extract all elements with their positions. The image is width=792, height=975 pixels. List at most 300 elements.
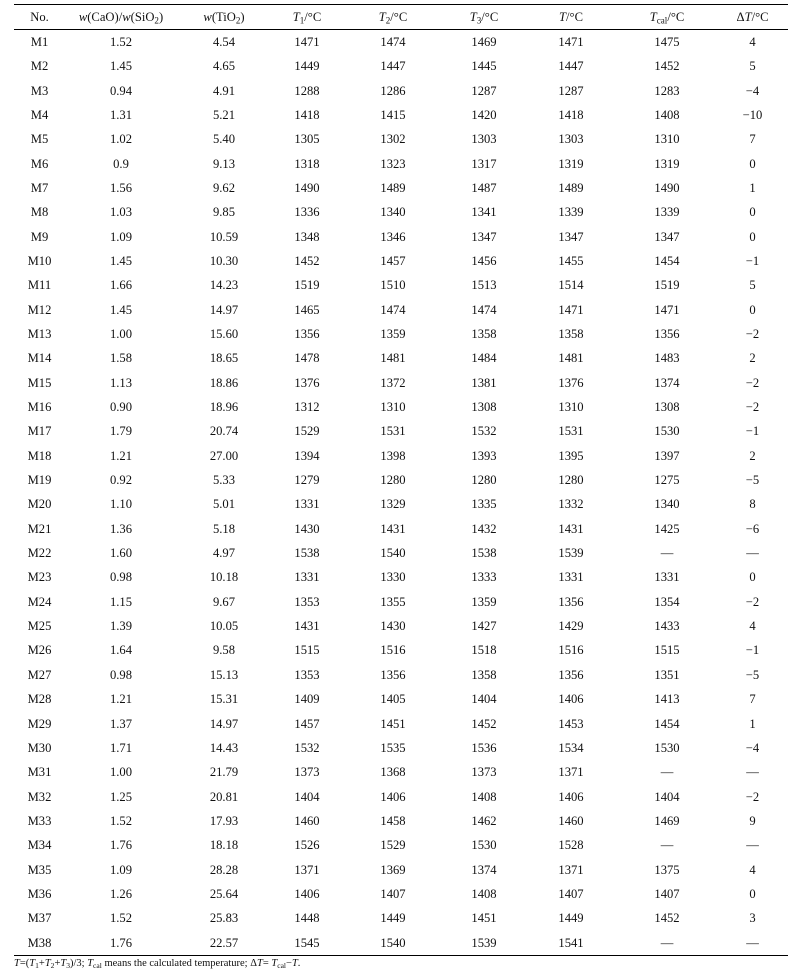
- cell-t-mean: 1356: [558, 667, 584, 682]
- cell-basicity: 1.26: [109, 886, 133, 901]
- cell-t-cal: 1454: [654, 253, 680, 268]
- cell-t-cal: 1375: [654, 862, 680, 877]
- table-row: [14, 298, 788, 322]
- cell-t-mean: 1319: [558, 156, 584, 171]
- cell-t-mean: 1303: [558, 132, 584, 147]
- cell-t2: 1415: [380, 107, 406, 122]
- cell-t-mean: 1280: [558, 473, 584, 488]
- cell-t2: 1447: [380, 59, 406, 74]
- cell-t3: 1308: [471, 400, 497, 415]
- cell-tio2: 5.01: [212, 497, 236, 512]
- cell-t-cal: 1319: [654, 156, 680, 171]
- cell-delta-t: 1: [749, 180, 756, 195]
- cell-t-cal: 1425: [654, 521, 680, 536]
- cell-t3: 1393: [471, 448, 497, 463]
- header-delta-t: ΔT/°C: [717, 5, 788, 30]
- cell-t-cal: 1471: [654, 302, 680, 317]
- cell-t3: 1456: [471, 253, 497, 268]
- cell-tio2: 14.97: [209, 716, 239, 731]
- cell-t-cal: 1356: [654, 327, 680, 341]
- cell-basicity: 1.00: [109, 327, 133, 341]
- cell-t1: 1431: [294, 619, 320, 634]
- table-row: [14, 152, 788, 176]
- cell-tio2: 5.18: [212, 521, 236, 536]
- table-row: [14, 760, 788, 784]
- table-row: [14, 906, 788, 930]
- cell-t3: 1474: [471, 302, 497, 317]
- cell-delta-t: −2: [745, 594, 760, 609]
- header-t3: $T_3/^\circ C$: [443, 5, 525, 30]
- cell-t1: 1353: [294, 594, 320, 609]
- cell-t2: 1481: [380, 351, 406, 366]
- cell-t1: 1538: [294, 546, 320, 561]
- table-row: [14, 493, 788, 517]
- cell-tio2: 10.59: [209, 229, 239, 244]
- cell-delta-t: −4: [745, 83, 760, 98]
- cell-tio2: 10.30: [209, 253, 239, 268]
- cell-t1: 1418: [294, 107, 320, 122]
- cell-basicity: 0.94: [109, 83, 133, 98]
- cell-t3: 1451: [471, 911, 497, 926]
- cell-delta-t: 5: [749, 59, 756, 74]
- cell-no: M18: [27, 448, 52, 463]
- cell-t-cal: 1404: [654, 789, 680, 804]
- cell-t2: 1474: [380, 302, 406, 317]
- cell-t-mean: 1534: [558, 740, 584, 755]
- cell-t1: 1409: [294, 692, 320, 707]
- cell-t3: 1432: [471, 521, 497, 536]
- cell-basicity: 1.13: [109, 375, 133, 390]
- cell-delta-t: −2: [745, 789, 760, 804]
- cell-basicity: 1.76: [109, 838, 133, 853]
- cell-no: M17: [27, 424, 52, 439]
- cell-t1: 1460: [294, 813, 320, 828]
- cell-t3: 1462: [471, 813, 497, 828]
- cell-delta-t: 7: [749, 132, 756, 147]
- cell-delta-t: 5: [749, 278, 756, 293]
- table-row: [14, 322, 788, 346]
- cell-t2: 1489: [380, 180, 406, 195]
- cell-delta-t: 1: [749, 716, 756, 731]
- cell-t1: 1394: [294, 448, 320, 463]
- cell-t2: 1540: [343, 931, 443, 956]
- cell-delta-t: −2: [745, 375, 760, 390]
- cell-t2: 1359: [380, 327, 406, 341]
- cell-no: M35: [27, 862, 52, 877]
- cell-tio2: 9.67: [212, 594, 236, 609]
- cell-no: M13: [27, 327, 52, 341]
- cell-t2: 1323: [380, 156, 406, 171]
- cell-tio2: 4.91: [212, 83, 236, 98]
- cell-basicity: 1.56: [109, 180, 133, 195]
- cell-t3: 1359: [471, 594, 497, 609]
- cell-t-cal: 1519: [654, 278, 680, 293]
- cell-basicity: 0.98: [109, 667, 133, 682]
- cell-t-cal: 1339: [654, 205, 680, 220]
- table-row: [14, 346, 788, 370]
- cell-t1: 1526: [294, 838, 320, 853]
- cell-t3: 1445: [471, 59, 497, 74]
- cell-delta-t: 7: [749, 692, 756, 707]
- cell-tio2: 9.13: [212, 156, 236, 171]
- cell-t-mean: 1395: [558, 448, 584, 463]
- cell-t-mean: 1376: [558, 375, 584, 390]
- cell-t-cal: 1354: [654, 594, 680, 609]
- cell-t-cal: 1469: [654, 813, 680, 828]
- cell-tio2: 18.18: [209, 838, 239, 853]
- cell-t1: 1529: [294, 424, 320, 439]
- table-row: [14, 931, 788, 956]
- table-row: [14, 590, 788, 614]
- cell-t-mean: 1460: [558, 813, 584, 828]
- cell-t1: 1404: [294, 789, 320, 804]
- cell-t-cal: 1275: [654, 473, 680, 488]
- cell-tio2: 15.60: [209, 327, 239, 341]
- cell-t-cal: 1490: [654, 180, 680, 195]
- cell-delta-t: 4: [749, 862, 756, 877]
- cell-tio2: 21.79: [209, 765, 239, 780]
- cell-t-mean: 1371: [558, 765, 584, 780]
- cell-delta-t: −1: [745, 424, 760, 439]
- cell-t3: 1536: [471, 740, 497, 755]
- cell-t-cal: 1310: [654, 132, 680, 147]
- header-no: No.: [14, 5, 65, 30]
- cell-t3: 1381: [471, 375, 497, 390]
- cell-delta-t: −4: [745, 740, 760, 755]
- cell-no: M29: [27, 716, 52, 731]
- cell-tio2: 14.23: [209, 278, 239, 293]
- cell-t-cal: 1308: [654, 400, 680, 415]
- cell-t3: 1452: [471, 716, 497, 731]
- cell-basicity: 1.71: [109, 740, 133, 755]
- cell-t2: 1405: [380, 692, 406, 707]
- cell-no: M30: [27, 740, 52, 755]
- table-row: [14, 712, 788, 736]
- cell-tio2: 28.28: [209, 862, 239, 877]
- cell-delta-t: 4: [749, 619, 756, 634]
- cell-no: M4: [30, 107, 49, 122]
- cell-t3: 1539: [443, 931, 525, 956]
- cell-basicity: 1.58: [109, 351, 133, 366]
- cell-tio2: 15.31: [209, 692, 239, 707]
- cell-t-cal: 1515: [654, 643, 680, 658]
- cell-no: M9: [30, 229, 49, 244]
- cell-t-mean: 1356: [558, 594, 584, 609]
- cell-t-mean: 1531: [558, 424, 584, 439]
- cell-t2: 1286: [380, 83, 406, 98]
- table-row: [14, 103, 788, 127]
- cell-t-mean: 1471: [558, 302, 584, 317]
- cell-basicity: 0.90: [109, 400, 133, 415]
- cell-t2: 1356: [380, 667, 406, 682]
- cell-t-cal: —: [660, 838, 674, 853]
- table-row: [14, 54, 788, 78]
- cell-t1: 1331: [294, 497, 320, 512]
- cell-tio2: 27.00: [209, 448, 239, 463]
- cell-tio2: 18.86: [209, 375, 239, 390]
- cell-tio2: 10.18: [209, 570, 239, 585]
- cell-t-cal: 1331: [654, 570, 680, 585]
- cell-no: M2: [30, 59, 49, 74]
- cell-basicity: 1.79: [109, 424, 133, 439]
- cell-t1: 1318: [294, 156, 320, 171]
- cell-tio2: 25.64: [209, 886, 239, 901]
- table-row: [14, 541, 788, 565]
- header-t1: $T_1/^\circ C$: [271, 5, 343, 30]
- cell-t-cal: 1347: [654, 229, 680, 244]
- table-row: [14, 420, 788, 444]
- cell-no: M22: [27, 546, 52, 561]
- cell-no: M12: [27, 302, 52, 317]
- cell-t2: 1531: [380, 424, 406, 439]
- cell-t1: 1545: [271, 931, 343, 956]
- cell-delta-t: −2: [745, 327, 760, 341]
- cell-t-mean: 1429: [558, 619, 584, 634]
- cell-tio2: 4.97: [212, 546, 236, 561]
- cell-basicity: 1.52: [109, 34, 133, 49]
- cell-no: M25: [27, 619, 52, 634]
- cell-t-mean: 1528: [558, 838, 584, 853]
- cell-t-mean: 1331: [558, 570, 584, 585]
- cell-t-mean: 1406: [558, 789, 584, 804]
- header-t-cal: $T_{cal}/^\circ C$: [617, 5, 717, 30]
- cell-no: M37: [27, 911, 52, 926]
- cell-t3: 1420: [471, 107, 497, 122]
- cell-no: M34: [27, 838, 52, 853]
- cell-t-mean: 1539: [558, 546, 584, 561]
- cell-t3: 1373: [471, 765, 497, 780]
- cell-tio2: 17.93: [209, 813, 239, 828]
- cell-no: M32: [27, 789, 52, 804]
- cell-t-cal: 1530: [654, 424, 680, 439]
- cell-t1: 1457: [294, 716, 320, 731]
- cell-delta-t: 3: [749, 911, 756, 926]
- cell-no: M33: [27, 813, 52, 828]
- cell-t2: 1346: [380, 229, 406, 244]
- cell-t3: 1358: [471, 327, 497, 341]
- cell-no: M6: [30, 156, 49, 171]
- cell-basicity: 0.98: [109, 570, 133, 585]
- cell-t-mean: 1371: [558, 862, 584, 877]
- cell-no: M24: [27, 594, 52, 609]
- cell-t1: 1371: [294, 862, 320, 877]
- cell-no: M21: [27, 521, 52, 536]
- cell-t3: 1335: [471, 497, 497, 512]
- cell-t3: 1484: [471, 351, 497, 366]
- cell-t3: 1538: [471, 546, 497, 561]
- cell-t-mean: 1453: [558, 716, 584, 731]
- cell-t-mean: 1347: [558, 229, 584, 244]
- cell-t-mean: 1287: [558, 83, 584, 98]
- cell-t3: 1408: [471, 886, 497, 901]
- cell-t1: 1312: [294, 400, 320, 415]
- cell-t-mean: 1449: [558, 911, 584, 926]
- cell-tio2: 18.65: [209, 351, 239, 366]
- cell-t3: 1408: [471, 789, 497, 804]
- cell-t1: 1430: [294, 521, 320, 536]
- cell-no: M1: [30, 34, 49, 49]
- cell-t2: 1474: [380, 34, 406, 49]
- cell-delta-t: −1: [745, 643, 760, 658]
- cell-basicity: 1.37: [109, 716, 133, 731]
- cell-basicity: 1.10: [109, 497, 133, 512]
- cell-delta-t: 0: [749, 570, 756, 585]
- cell-tio2: 9.58: [212, 643, 236, 658]
- cell-no: M11: [27, 278, 52, 293]
- cell-t-cal: 1452: [654, 911, 680, 926]
- cell-delta-t: 0: [749, 302, 756, 317]
- cell-t2: 1451: [380, 716, 406, 731]
- cell-basicity: 1.25: [109, 789, 133, 804]
- cell-tio2: 18.96: [209, 400, 239, 415]
- cell-t2: 1330: [380, 570, 406, 585]
- cell-basicity: 1.76: [65, 931, 177, 956]
- cell-t-cal: 1530: [654, 740, 680, 755]
- cell-delta-t: —: [746, 838, 759, 853]
- header-t-mean: T/°C: [525, 5, 617, 30]
- cell-t-cal: 1483: [654, 351, 680, 366]
- table-row: [14, 79, 788, 103]
- cell-delta-t: 0: [749, 886, 756, 901]
- cell-t-mean: 1447: [558, 59, 584, 74]
- cell-tio2: 25.83: [209, 911, 239, 926]
- cell-basicity: 1.66: [109, 278, 133, 293]
- cell-t-mean: 1455: [558, 253, 584, 268]
- cell-t2: 1280: [380, 473, 406, 488]
- cell-t1: 1373: [294, 765, 320, 780]
- cell-basicity: 1.03: [109, 205, 133, 220]
- cell-t1: 1519: [294, 278, 320, 293]
- table-row: [14, 127, 788, 151]
- cell-basicity: 1.21: [109, 692, 133, 707]
- cell-t3: 1530: [471, 838, 497, 853]
- cell-t1: 1336: [294, 205, 320, 220]
- cell-t-mean: 1339: [558, 205, 584, 220]
- cell-t2: 1398: [380, 448, 406, 463]
- cell-t-mean: 1418: [558, 107, 584, 122]
- cell-delta-t: —: [717, 931, 788, 956]
- cell-delta-t: 8: [749, 497, 756, 512]
- cell-t1: 1452: [294, 253, 320, 268]
- cell-t1: 1305: [294, 132, 320, 147]
- cell-t-mean: 1514: [558, 278, 584, 293]
- cell-delta-t: 0: [749, 205, 756, 220]
- cell-t1: 1406: [294, 886, 320, 901]
- cell-basicity: 1.39: [109, 619, 133, 634]
- cell-no: M5: [30, 132, 49, 147]
- data-table-figure: [14, 4, 788, 969]
- cell-delta-t: −10: [742, 107, 763, 122]
- cell-delta-t: 9: [749, 813, 756, 828]
- cell-t1: 1449: [294, 59, 320, 74]
- cell-delta-t: —: [746, 765, 759, 780]
- cell-t2: 1406: [380, 789, 406, 804]
- cell-t-cal: —: [617, 931, 717, 956]
- cell-t1: 1478: [294, 351, 320, 366]
- cell-t-cal: 1340: [654, 497, 680, 512]
- cell-t2: 1431: [380, 521, 406, 536]
- table-row: [14, 566, 788, 590]
- cell-no: M10: [27, 253, 52, 268]
- cell-t2: 1340: [380, 205, 406, 220]
- cell-delta-t: −1: [745, 253, 760, 268]
- cell-tio2: 9.85: [212, 205, 236, 220]
- cell-t-mean: 1516: [558, 643, 584, 658]
- cell-tio2: 14.97: [209, 302, 239, 317]
- cell-t-cal: 1407: [654, 886, 680, 901]
- cell-tio2: 4.65: [212, 59, 236, 74]
- table-row: [14, 663, 788, 687]
- cell-t-mean: 1541: [525, 931, 617, 956]
- cell-t2: 1457: [380, 253, 406, 268]
- cell-no: M19: [27, 473, 52, 488]
- cell-no: M15: [27, 375, 52, 390]
- cell-t-cal: 1351: [654, 667, 680, 682]
- cell-t3: 1317: [471, 156, 497, 171]
- cell-t2: 1302: [380, 132, 406, 147]
- cell-t-cal: 1475: [654, 34, 680, 49]
- cell-t-mean: 1471: [558, 34, 584, 49]
- cell-t1: 1515: [294, 643, 320, 658]
- cell-t3: 1469: [471, 34, 497, 49]
- cell-basicity: 1.36: [109, 521, 133, 536]
- cell-tio2: 5.40: [212, 132, 236, 147]
- cell-t1: 1448: [294, 911, 320, 926]
- table-row: [14, 858, 788, 882]
- cell-no: M36: [27, 886, 52, 901]
- cell-basicity: 1.45: [109, 302, 133, 317]
- cell-basicity: 1.09: [109, 229, 133, 244]
- cell-t2: 1310: [380, 400, 406, 415]
- cell-t1: 1348: [294, 229, 320, 244]
- cell-t-cal: 1374: [654, 375, 680, 390]
- table-row: [14, 785, 788, 809]
- cell-tio2: 4.54: [212, 34, 236, 49]
- cell-t1: 1279: [294, 473, 320, 488]
- cell-basicity: 1.21: [109, 448, 133, 463]
- cell-t3: 1374: [471, 862, 497, 877]
- cell-t3: 1341: [471, 205, 497, 220]
- cell-t2: 1329: [380, 497, 406, 512]
- header-t2: $T_2/^\circ C$: [343, 5, 443, 30]
- table-row: [14, 639, 788, 663]
- cell-t-cal: 1283: [654, 83, 680, 98]
- cell-t3: 1287: [471, 83, 497, 98]
- cell-t2: 1368: [380, 765, 406, 780]
- table-row: [14, 225, 788, 249]
- cell-t-mean: 1489: [558, 180, 584, 195]
- cell-no: M38: [14, 931, 65, 956]
- cell-no: M27: [27, 667, 52, 682]
- cell-no: M20: [27, 497, 52, 512]
- cell-t2: 1355: [380, 594, 406, 609]
- cell-no: M16: [27, 400, 52, 415]
- cell-basicity: 0.92: [109, 473, 133, 488]
- cell-t-cal: —: [660, 546, 674, 561]
- cell-delta-t: 0: [749, 156, 756, 171]
- cell-t3: 1487: [471, 180, 497, 195]
- table-row: [14, 444, 788, 468]
- cell-t1: 1532: [294, 740, 320, 755]
- cell-no: M8: [30, 205, 49, 220]
- table-row: [14, 736, 788, 760]
- cell-t3: 1404: [471, 692, 497, 707]
- table-row: [14, 614, 788, 638]
- cell-tio2: 14.43: [209, 740, 239, 755]
- cell-t-cal: 1454: [654, 716, 680, 731]
- cell-t3: 1303: [471, 132, 497, 147]
- cell-t-cal: —: [660, 765, 674, 780]
